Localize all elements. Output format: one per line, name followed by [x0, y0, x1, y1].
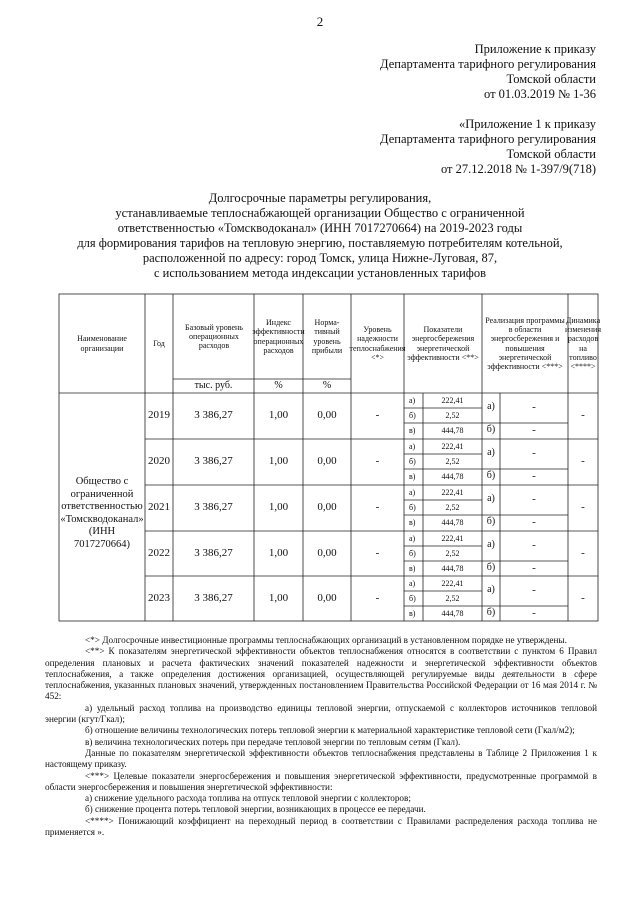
header-fuel-dynamics: Динамика изменения расходов на топливо <****> — [565, 315, 602, 372]
title-line-2: устанавливаемые теплоснабжающей организации Общество с ограниченной — [115, 206, 525, 220]
energy-label: в) — [409, 426, 416, 435]
cell-year: 2019 — [148, 409, 170, 421]
program-value: - — [532, 470, 536, 482]
cell-year: 2022 — [148, 547, 170, 559]
header-base-costs: Базовый уровень операционных расходов — [185, 322, 243, 351]
energy-label: б) — [409, 549, 416, 558]
title-line-3: ответственностью «Томскводоканал» (ИНН 7017270664) на 2019-2023 годы — [117, 221, 523, 235]
appendix-line-2: Департамента тарифного регулирования — [380, 57, 596, 71]
unit-index: % — [274, 380, 283, 392]
appendix-line-4: от 01.03.2019 № 1-36 — [483, 87, 596, 101]
cell-fuel-dynamics: - — [581, 501, 585, 513]
cell-reliability: - — [375, 547, 380, 559]
program-label: а) — [487, 493, 495, 504]
energy-value: 444,78 — [441, 518, 464, 527]
energy-value: 2,52 — [445, 411, 460, 420]
cell-fuel-dynamics: - — [581, 409, 585, 421]
header-year: Год — [153, 338, 165, 348]
program-label: б) — [486, 470, 496, 481]
title-line-6: с использованием метода индексации установленных тарифов — [153, 266, 487, 280]
energy-value: 222,41 — [441, 534, 464, 543]
program-label: б) — [486, 424, 496, 435]
energy-label: б) — [409, 594, 416, 603]
program-value: - — [532, 607, 536, 619]
energy-value: 222,41 — [441, 442, 464, 451]
program-value: - — [532, 424, 536, 436]
cell-profit-level: 0,00 — [317, 409, 337, 421]
cell-year: 2021 — [148, 501, 170, 513]
header-program: Реализация программы в области энергосбережения и повышения энергетической эффективности <***> — [485, 315, 565, 372]
program-label: а) — [487, 539, 495, 550]
energy-value: 2,52 — [445, 549, 460, 558]
program-label: а) — [487, 447, 495, 458]
note-4: <****> Понижающий коэффициент на переходный период в соответствии с Правилами распределения расхода топлива не применяется ». — [45, 815, 597, 838]
energy-value: 2,52 — [445, 594, 460, 603]
energy-label: а) — [409, 396, 416, 405]
program-value: - — [532, 584, 536, 596]
energy-label: в) — [409, 518, 416, 527]
energy-value: 444,78 — [441, 609, 464, 618]
appendix1-line-2: Департамента тарифного регулирования — [380, 132, 596, 146]
energy-value: 222,41 — [441, 396, 464, 405]
energy-value: 2,52 — [445, 457, 460, 466]
appendix1-line-1: «Приложение 1 к приказу — [458, 117, 596, 131]
cell-efficiency-index: 1,00 — [268, 455, 289, 467]
program-label: б) — [486, 607, 496, 618]
energy-label: а) — [409, 579, 416, 588]
footnotes — [45, 635, 597, 838]
program-label: б) — [486, 516, 496, 527]
energy-value: 444,78 — [441, 564, 464, 573]
energy-label: а) — [409, 488, 416, 497]
energy-label: б) — [409, 503, 416, 512]
appendix1-line-3: Томской области — [506, 147, 596, 161]
cell-efficiency-index: 1,00 — [268, 592, 289, 604]
note-2-data: Данные по показателям энергетической эффективности объектов теплоснабжения представлены в Таблице 2 Приложения 1 к настоящему приказу. — [45, 747, 597, 770]
cell-reliability: - — [375, 455, 380, 467]
energy-label: в) — [409, 472, 416, 481]
appendix-line-1: Приложение к приказу — [474, 42, 596, 56]
program-value: - — [532, 493, 536, 505]
cell-efficiency-index: 1,00 — [268, 501, 289, 513]
header-organization: Наименование организации — [77, 334, 127, 353]
program-label: а) — [487, 584, 495, 595]
title-line-5: расположенной по адресу: город Томск, улица Нижне-Луговая, 87, — [142, 251, 498, 265]
cell-fuel-dynamics: - — [581, 455, 585, 467]
energy-label: в) — [409, 609, 416, 618]
program-value: - — [532, 516, 536, 528]
header-efficiency-index: Индекс эффективности операционных расходов — [252, 317, 305, 355]
program-label: а) — [487, 401, 495, 412]
energy-label: б) — [409, 457, 416, 466]
energy-label: в) — [409, 564, 416, 573]
cell-fuel-dynamics: - — [581, 592, 585, 604]
note-2b: б) отношение величины технологических потерь тепловой энергии к материальной характеристике тепловой сети (Гкал/м2); — [85, 725, 575, 736]
cell-base-costs: 3 386,27 — [194, 547, 233, 559]
cell-efficiency-index: 1,00 — [268, 409, 289, 421]
note-2: <**> К показателям энергетической эффективности объектов теплоснабжения относятся в соответствии с пунктом 6 Правил определения плановых и расчета фактических значений показателей надежности и энергетической эффективности объектов теплоснабжения, а также определения достижения организацией, осуществляющей регулируемые виды деятельности в сфере теплоснабжения, указанных плановых значений, утвержденных постановлением Правительства Российской Федерации от 16 мая 2014 г. № 452: — [45, 646, 597, 702]
program-value: - — [532, 401, 536, 413]
note-1: <*> Долгосрочные инвестиционные программы теплоснабжающих организаций в установленном порядке не утверждены. — [85, 635, 567, 645]
note-3a: а) снижение удельного расхода топлива на отпуск тепловой энергии с коллекторов; — [85, 793, 411, 804]
program-value: - — [532, 447, 536, 459]
program-label: б) — [486, 562, 496, 573]
energy-value: 222,41 — [441, 488, 464, 497]
unit-base: тыс. руб. — [194, 380, 233, 392]
energy-label: а) — [409, 442, 416, 451]
cell-base-costs: 3 386,27 — [194, 501, 233, 513]
cell-year: 2023 — [148, 592, 170, 604]
cell-fuel-dynamics: - — [581, 547, 585, 559]
note-3: <***> Целевые показатели энергосбережения и повышения энергетической эффективности, предусмотренные программой в области энергосбережения и повышения энергетической эффективности: — [45, 770, 597, 792]
unit-norm: % — [322, 380, 332, 392]
energy-value: 444,78 — [441, 472, 464, 481]
note-3b: б) снижение процента потерь тепловой энергии, возникающих в процессе ее передачи. — [85, 804, 426, 815]
header-energy-indicators: Показатели энергосбережения энергетической эффективности <**> — [407, 324, 479, 362]
program-value: - — [532, 562, 536, 574]
energy-value: 2,52 — [445, 503, 460, 512]
cell-profit-level: 0,00 — [317, 592, 337, 604]
cell-reliability: - — [375, 501, 380, 513]
note-2a: а) удельный расход топлива на производство единицы тепловой энергии, отпускаемой с коллекторов источников тепловой энергии (кгут/Гкал); — [45, 702, 597, 725]
appendix1-line-4: от 27.12.2018 № 1-397/9(718) — [440, 162, 596, 176]
header-profit-level: Норма-тивный уровень прибыли — [311, 317, 343, 355]
cell-profit-level: 0,00 — [317, 501, 337, 513]
energy-label: а) — [409, 534, 416, 543]
title-line-4: для формирования тарифов на тепловую энергию, поставляемую потребителям котельной, — [77, 236, 563, 250]
program-value: - — [532, 539, 536, 551]
cell-base-costs: 3 386,27 — [194, 409, 233, 421]
note-2c: в) величина технологических потерь при передаче тепловой энергии по тепловым сетям (Гкал). — [85, 736, 461, 747]
cell-year: 2020 — [148, 455, 170, 467]
energy-value: 222,41 — [441, 579, 464, 588]
cell-base-costs: 3 386,27 — [194, 455, 233, 467]
energy-label: б) — [409, 411, 416, 420]
cell-reliability: - — [375, 592, 380, 604]
cell-reliability: - — [375, 409, 380, 421]
organization-name: Общество с ограниченной ответственностью «Томскводоканал» (ИНН 7017270664) — [60, 476, 144, 550]
title-line-1: Долгосрочные параметры регулирования, — [208, 191, 432, 205]
page-number: 2 — [316, 14, 324, 29]
cell-profit-level: 0,00 — [317, 455, 337, 467]
header-reliability: Уровень надежности теплоснабжения <*> — [349, 324, 406, 362]
appendix-line-3: Томской области — [506, 72, 596, 86]
cell-efficiency-index: 1,00 — [268, 547, 289, 559]
cell-profit-level: 0,00 — [317, 547, 337, 559]
energy-value: 444,78 — [441, 426, 464, 435]
cell-base-costs: 3 386,27 — [194, 592, 233, 604]
